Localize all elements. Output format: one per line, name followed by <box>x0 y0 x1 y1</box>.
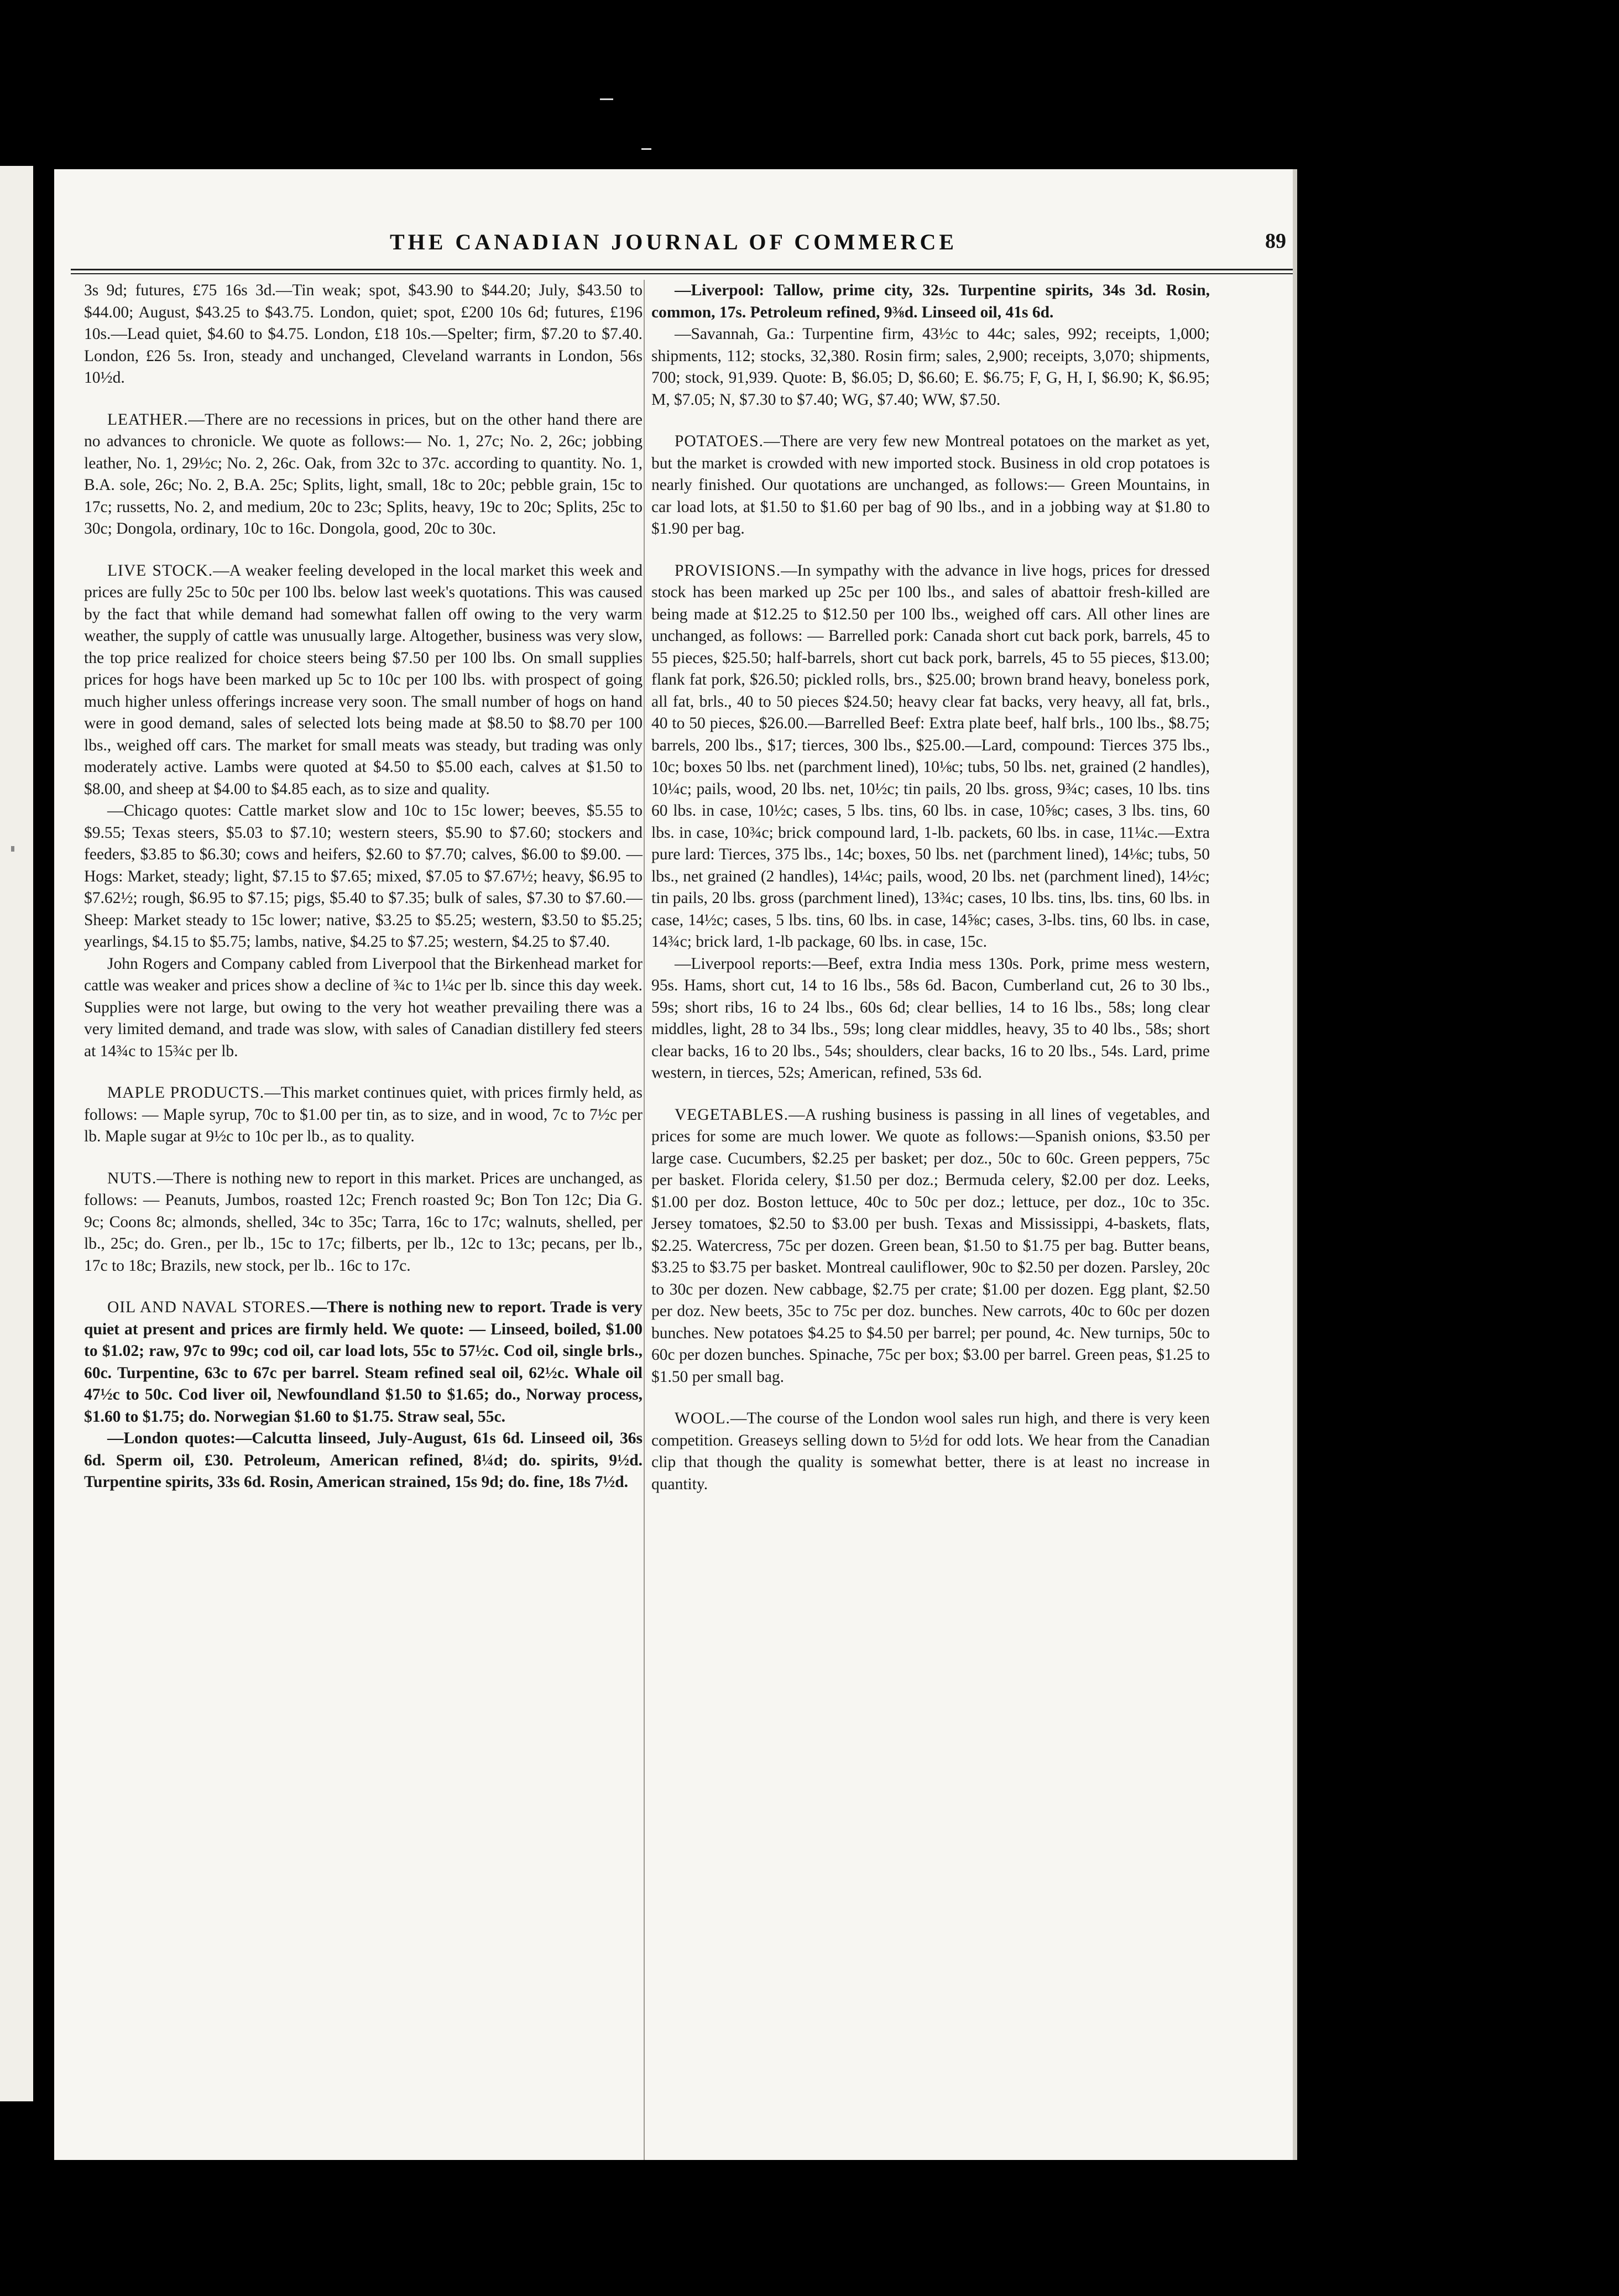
maple-paragraph <box>84 1082 643 1148</box>
oil-body: —There is nothing new to report. Trade is very quiet at present and prices are firmly held. We quote: — Linseed, boiled, $1.00 to $1.02; raw, 97c to 99c; cod oil, car load lots, 55c to 57½c. Cod oil, single brls., 60c. Turpentine, 63c to 67c per barrel. Steam refined seal oil, 62½c. Whale oil 47½c to 50c. Cod liver oil, Newfoundland $1.50 to $1.65; do., Norway process, $1.60 to $1.75; do. Norwegian $1.60 to $1.75. Straw seal, 55c. <box>84 1298 643 1426</box>
vegetables-body: —A rushing business is passing in all lines of vegetables, and prices for some are much lower. We quote as follows:—Spanish onions, $3.50 per large case. Cucumbers, $2.25 per basket; per doz., 50c to 60c. Green peppers, 75c per basket. Florida celery, $1.50 per doz.; Bermuda celery, $2.00 per doz. Leeks, $1.00 per doz. Boston lettuce, 40c to 50c per doz.; lettuce, per doz., 10c to 35c. Jersey tomatoes, $2.50 to $3.00 per bush. Texas and Mississippi, 4-baskets, flats, $2.25. Watercress, 75c per dozen. Green bean, $1.50 to $1.75 per bag. Butter beans, $3.25 to $3.75 per basket. Montreal cauliflower, 90c to $2.50 per dozen. Parsley, 20c to 30c per dozen. New cabbage, $2.75 per crate; $1.00 per dozen. Egg plant, $2.50 per doz. New beets, 35c to 75c per doz. bunches. New carrots, 40c to 60c per dozen bunches. New potatoes $4.25 to $4.50 per barrel; per pound, 4c. New turnips, 50c to 60c per dozen bunches. Spinache, 75c per box; $3.00 per barrel. Green peas, $1.25 to $1.50 per small bag. <box>651 1105 1210 1386</box>
column-divider <box>644 280 645 2160</box>
leather-heading: LEATHER. <box>107 410 189 429</box>
livestock-paragraph <box>84 560 643 801</box>
oil-paragraph <box>84 1297 643 1428</box>
left-column <box>84 280 643 1514</box>
potatoes-paragraph <box>651 431 1210 540</box>
liverpool-reports-paragraph: —Liverpool reports:—Beef, extra India mess 130s. Pork, prime mess western, 95s. Hams, short cut, 14 to 16 lbs., 58s 6d. Bacon, Cumberland cut, 26 to 30 lbs., 59s; short ribs, 16 to 24 lbs., 60s 6d; clear bellies, 14 to 16 lbs., 58s; long clear middles, light, 28 to 34 lbs., 59s; long clear middles, heavy, 35 to 40 lbs., 58s; short clear backs, 16 to 20 lbs., 54s; shoulders, clear backs, 16 to 20 lbs., 54s. Lard, prime western, in tierces, 52s; American, refined, 53s 6d. <box>651 954 1210 1082</box>
newspaper-page <box>54 169 1293 2160</box>
film-speck <box>11 846 14 852</box>
maple-body: —This market continues quiet, with prices firmly held, as follows: — Maple syrup, 70c to $1.00 per tin, as to size, and in wood, 7c to 7½c per lb. Maple sugar at 9½c to 10c per lb., as to quality. <box>84 1084 643 1145</box>
vegetables-paragraph <box>651 1104 1210 1389</box>
page-number: 89 <box>1265 229 1286 253</box>
nuts-paragraph <box>84 1168 643 1277</box>
savannah-paragraph: —Savannah, Ga.: Turpentine firm, 43½c to 44c; sales, 992; receipts, 1,000; shipments, 112; stocks, 32,380. Rosin firm; sales, 2,900; receipts, 3,070; shipments, 700; stock, 91,939. Quote: B, $6.05; D, $6.60; E. $6.75; F, G, H, I, $6.90; K, $6.95; M, $7.05; N, $7.30 to $7.40; WG, $7.40; WW, $7.50. <box>651 325 1210 409</box>
vegetables-heading: VEGETABLES. <box>675 1105 789 1124</box>
provisions-paragraph <box>651 560 1210 953</box>
maple-heading: MAPLE PRODUCTS. <box>107 1084 265 1102</box>
leather-paragraph <box>84 409 643 540</box>
oil-heading: OIL AND NAVAL STORES. <box>107 1298 311 1316</box>
metals-paragraph: 3s 9d; futures, £75 16s 3d.—Tin weak; spot, $43.90 to $44.20; July, $43.50 to $44.00; August, $43.25 to $43.75. London, quiet; spot, £200 10s 6d; futures, £196 10s.—Lead quiet, $4.60 to $4.75. London, £18 10s.—Spelter; firm, $7.20 to $7.40. London, £26 5s. Iron, steady and unchanged, Cleveland warrants in London, 56s 10½d. <box>84 281 643 387</box>
potatoes-body: —There are very few new Montreal potatoes on the market as yet, but the market is crowded with new imported stock. Business in old crop potatoes is nearly finished. Our quotations are unchanged, as follows:— Green Mountains, in car load lots, at $1.50 to $1.60 per bag of 90 lbs., and in a jobbing way at $1.80 to $1.90 per bag. <box>651 432 1210 538</box>
page-header <box>54 229 1293 268</box>
right-column <box>651 280 1210 1515</box>
london-quotes-paragraph: —London quotes:—Calcutta linseed, July-August, 61s 6d. Linseed oil, 36s 6d. Sperm oil, £30. Petroleum, American refined, 8¼d; do. spirits, 9½d. Turpentine spirits, 33s 6d. Rosin, American strained, 15s 9d; do. fine, 18s 7½d. <box>84 1429 643 1491</box>
provisions-body: —In sympathy with the advance in live hogs, prices for dressed stock has been marked up 25c per 100 lbs., and sales of abattoir fresh-killed are being made at $12.25 to $12.50 per 100 lbs., weighed off cars. All other lines are unchanged, as follows: — Barrelled pork: Canada short cut back pork, barrels, 45 to 55 pieces, $25.50; half-barrels, short cut back pork, barrels, 45 to 55 pieces, $13.00; flank fat pork, $26.50; pickled rolls, brs., $25.00; brown brand heavy, boneless pork, all fat, brls., 40 to 50 pieces $24.50; heavy clear fat backs, very heavy, all fat, brls., 40 to 50 pieces, $26.00.—Barrelled Beef: Extra plate beef, half brls., 100 lbs., $8.75; barrels, 200 lbs., $17; tierces, 300 lbs., $25.00.—Lard, compound: Tierces 375 lbs., 10c; boxes 50 lbs. net (parchment lined), 10⅛c; tubs, 50 lbs. net, grained (2 handles), 10¼c; pails, wood, 20 lbs. net, 10½c; tin pails, 20 lbs. gross, 9¾c; cases, 10 lbs. tins 60 lbs. in case, 10½c; cases, 5 lbs. tins, 60 lbs. in case, 10⅝c; cases, 3 lbs. tins, 60 lbs. in case, 10¾c; brick compound lard, 1-lb. packets, 60 lbs. in case, 11¼c.—Extra pure lard: Tierces, 375 lbs., 14c; boxes, 50 lbs. net (parchment lined), 14⅛c; tubs, 50 lbs., net grained (2 handles), 14¼c; pails, wood, 20 lbs. net (parchment lined), 14½c; tin pails, 20 lbs. gross (parchment lined), 13¾c; cases, 10 lbs. tins, lbs. tins, 60 lbs. in case, 14½c; cases, 5 lbs. tins, 60 lbs. in case, 14⅝c; cases, 3-lbs. tins, 60 lbs. in case, 14¾c; brick lard, 1-lb package, 60 lbs. in case, 15c. <box>651 561 1210 951</box>
film-speck <box>600 98 613 100</box>
leather-body: —There are no recessions in prices, but on the other hand there are no advances to chronicle. We quote as follows:— No. 1, 27c; No. 2, 26c; jobbing leather, No. 1, 29½c; No. 2, 26c. Oak, from 32c to 37c. according to quantity. No. 1, B.A. sole, 26c; No. 2, B.A. 25c; Splits, light, small, 18c to 20c; pebble grain, 15c to 17c; russetts, No. 2, and medium, 20c to 23c; Splits, heavy, 19c to 20c; Splits, 25c to 30c; Dongola, ordinary, 10c to 16c. Dongola, good, 20c to 30c. <box>84 410 643 538</box>
nuts-body: —There is nothing new to report in this market. Prices are unchanged, as follows: — Peanuts, Jumbos, roasted 12c; French roasted 9c; Bon Ton 12c; Dia G. 9c; Coons 8c; almonds, shelled, 34c to 35c; Tarra, 16c to 17c; walnuts, shelled, per lb., 25c; do. Gren., per lb., 15c to 17c; filberts, per lb., 12c to 13c; pecans, per lb., 17c to 18c; Brazils, new stock, per lb.. 16c to 17c. <box>84 1169 643 1275</box>
nuts-heading: NUTS. <box>107 1169 157 1187</box>
rogers-paragraph: John Rogers and Company cabled from Liverpool that the Birkenhead market for cattle was weaker and prices show a decline of ¾c to 1¼c per lb. since this day week. Supplies were not large, but owing to the very hot weather prevailing there was a very limited demand, and trade was slow, with sales of Canadian distillery fed steers at 14¾c to 15¾c per lb. <box>84 954 643 1060</box>
livestock-heading: LIVE STOCK. <box>107 561 213 580</box>
page-edge-shadow <box>1293 169 1297 2160</box>
journal-title: THE CANADIAN JOURNAL OF COMMERCE <box>389 229 958 254</box>
chicago-paragraph: —Chicago quotes: Cattle market slow and 10c to 15c lower; beeves, $5.55 to $9.55; Texas steers, $5.03 to $7.10; western steers, $5.90 to $7.60; stockers and feeders, $3.85 to $6.30; cows and heifers, $2.60 to $7.70; calves, $6.00 to $9.00. —Hogs: Market, steady; light, $7.15 to $7.65; mixed, $7.05 to $7.67½; heavy, $6.95 to $7.62½; rough, $6.95 to $7.15; pigs, $5.40 to $7.35; bulk of sales, $7.30 to $7.60.—Sheep: Market steady to 15c lower; native, $3.25 to $5.25; western, $3.50 to $5.25; yearlings, $4.15 to $5.75; lambs, native, $4.25 to $7.25; western, $4.25 to $7.40. <box>84 802 643 951</box>
adjacent-page-edge <box>0 166 33 2101</box>
liverpool-paragraph: —Liverpool: Tallow, prime city, 32s. Turpentine spirits, 34s 3d. Rosin, common, 17s. Petroleum refined, 9⅜d. Linseed oil, 41s 6d. <box>651 281 1210 321</box>
wool-paragraph <box>651 1408 1210 1495</box>
header-rule-top <box>71 269 1293 270</box>
livestock-body: —A weaker feeling developed in the local market this week and prices are fully 25c to 50c per 100 lbs. below last week's quotations. This was caused by the fact that while demand had somewhat fallen off owing to the very warm weather, the supply of cattle was unusually large. Altogether, business was very slow, the top price realized for choice steers being $7.50 per 100 lbs. On small supplies prices for hogs have been marked up 5c to 10c per 100 lbs. with prospect of going much higher unless offerings increase very soon. The small number of hogs on hand were in good demand, sales of selected lots being made at $8.50 to $8.70 per 100 lbs., weighed off cars. The market for small meats was steady, but trading was only moderately active. Lambs were quoted at $4.50 to $5.00 each, calves at $1.50 to $8.00, and sheep at $4.00 to $4.85 each, as to size and quality. <box>84 561 643 798</box>
film-speck <box>641 148 651 150</box>
provisions-heading: PROVISIONS. <box>675 561 781 580</box>
potatoes-heading: POTATOES. <box>675 432 764 450</box>
wool-body: —The course of the London wool sales run high, and there is very keen competition. Greaseys selling down to 5½d for odd lots. We hear from the Canadian clip that though the quality is somewhat better, there is at least no increase in quantity. <box>651 1410 1210 1493</box>
header-rule-bottom <box>71 273 1293 274</box>
wool-heading: WOOL. <box>675 1410 730 1427</box>
